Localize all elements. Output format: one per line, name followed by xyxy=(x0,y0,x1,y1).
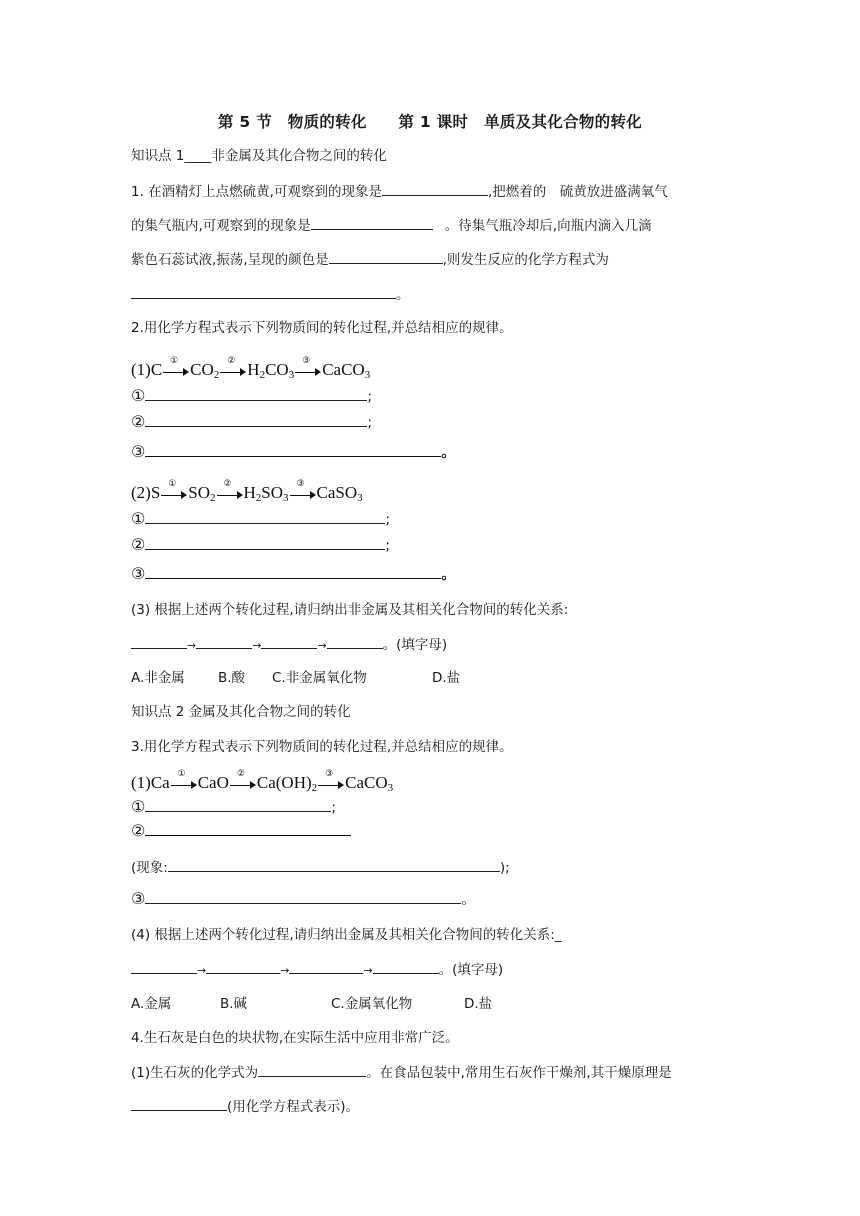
q2-stem: 2.用化学方程式表示下列物质间的转化过程,并总结相应的规律。 xyxy=(131,320,513,336)
arrow-2-icon: ② xyxy=(217,488,243,500)
q2-option-b: B.酸 xyxy=(218,670,246,686)
chain3-caoh2: $Ca(OH)_2$ xyxy=(256,773,318,794)
q3-4-blank-2[interactable] xyxy=(206,959,280,974)
q3-4-fill: → → → 。(填字母) xyxy=(131,959,503,981)
arrow-3-icon: ③ xyxy=(290,488,316,500)
q2-2-blank-2[interactable] xyxy=(145,534,385,550)
q3-eq-1: ① ; xyxy=(131,797,337,816)
chain2-start: (2)S xyxy=(131,483,161,502)
q2-3-blank-3[interactable] xyxy=(261,634,317,649)
q3-4-stem: (4) 根据上述两个转化过程,请归纳出金属及其相关化合物间的转化关系:_ xyxy=(131,927,562,943)
q2-option-c: C.非金属氧化物 xyxy=(272,670,367,686)
chain2-so2: $SO_2$ xyxy=(188,483,216,504)
q2-option-d: D.盐 xyxy=(432,670,461,686)
q1-blank-1[interactable] xyxy=(382,181,488,196)
q3-stem: 3.用化学方程式表示下列物质间的转化过程,并总结相应的规律。 xyxy=(131,739,513,755)
q3-option-b: B.碱 xyxy=(220,996,248,1012)
chain1-caco3: CaCO$_3$ xyxy=(322,360,371,381)
q1-text-c: 的集气瓶内,可观察到的现象是 xyxy=(131,218,311,234)
q3-option-a: A.金属 xyxy=(131,996,172,1012)
chain1-start: (1)C xyxy=(131,360,163,379)
q1-line-4 xyxy=(131,284,410,305)
q1-line-2 xyxy=(131,215,652,236)
arrow-2-icon: ② xyxy=(230,778,256,790)
q2-1-eq-1: ① ; xyxy=(131,386,373,405)
q2-3-blank-1[interactable] xyxy=(131,634,187,649)
q2-2-blank-3[interactable] xyxy=(145,563,441,579)
arrow-3-icon: ③ xyxy=(295,365,321,377)
q2-3-stem: (3) 根据上述两个转化过程,请归纳出非金属及其相关化合物间的转化关系: xyxy=(131,602,569,618)
q3-blank-phenomenon[interactable] xyxy=(168,857,500,872)
q2-2-blank-1[interactable] xyxy=(145,508,385,524)
q2-1-blank-1[interactable] xyxy=(145,385,367,401)
q3-blank-3[interactable] xyxy=(145,888,461,904)
q3-option-d: D.盐 xyxy=(464,996,493,1012)
chain3-start: (1)Ca xyxy=(131,773,170,792)
q1-text-a: 1. 在酒精灯上点燃硫黄,可观察到的现象是 xyxy=(131,184,382,200)
q3-4-blank-3[interactable] xyxy=(289,959,363,974)
q2-1-eq-2: ② ; xyxy=(131,412,373,431)
q2-1-blank-2[interactable] xyxy=(145,411,367,427)
q3-eq-2: ② xyxy=(131,820,351,841)
knowledge-point-2-heading: 知识点 2 金属及其化合物之间的转化 xyxy=(131,704,351,720)
arrow-2-icon: ② xyxy=(220,365,246,377)
chain2-caso3: CaSO$_3$ xyxy=(316,483,363,504)
q2-2-eq-1: ① ; xyxy=(131,509,391,528)
q3-blank-1[interactable] xyxy=(145,796,331,812)
chain1-co2: $CO_2$ xyxy=(190,360,220,381)
q1-line-3 xyxy=(131,249,609,270)
q2-1-blank-3[interactable] xyxy=(145,441,441,457)
q3-eq-3: ③ 。 xyxy=(131,889,476,908)
q2-3-blank-2[interactable] xyxy=(196,634,252,649)
q2-option-a: A.非金属 xyxy=(131,670,185,686)
q1-blank-2[interactable] xyxy=(311,215,433,230)
q4-line-1: (1)生石灰的化学式为 。在食品包装中,常用生石灰作干燥剂,其干燥原理是 xyxy=(131,1062,672,1083)
q1-line-1 xyxy=(131,181,668,202)
q4-stem: 4.生石灰是白色的块状物,在实际生活中应用非常广泛。 xyxy=(131,1030,459,1046)
q1-text-b: ,把燃着的 硫黄放进盛满氧气 xyxy=(487,184,668,200)
q2-3-blank-4[interactable] xyxy=(327,634,383,649)
q3-4-blank-1[interactable] xyxy=(131,959,197,974)
q1-text-d: 。待集气瓶冷却后,向瓶内滴入几滴 xyxy=(444,218,652,234)
q4-line-2: (用化学方程式表示)。 xyxy=(131,1096,359,1117)
q1-blank-equation[interactable] xyxy=(131,284,396,299)
knowledge-point-1-heading: 知识点 1____非金属及其化合物之间的转化 xyxy=(131,148,387,164)
q3-option-c: C.金属氧化物 xyxy=(331,996,413,1012)
chain1-h2co3: $H_2CO_3$ xyxy=(247,360,295,381)
arrow-1-icon: ① xyxy=(161,488,187,500)
arrow-3-icon: ③ xyxy=(318,778,344,790)
q4-blank-equation[interactable] xyxy=(131,1096,227,1111)
q2-2-eq-2: ② ; xyxy=(131,535,391,554)
q2-chain-1 xyxy=(131,356,371,381)
q1-end: 。 xyxy=(396,287,410,303)
q4-blank-formula[interactable] xyxy=(258,1062,366,1077)
q1-text-f: ,则发生反应的化学方程式为 xyxy=(442,252,609,268)
chain3-caco3: CaCO$_3$ xyxy=(345,773,394,794)
q2-3-fill: → → → 。(填字母) xyxy=(131,634,447,656)
arrow-1-icon: ① xyxy=(171,778,197,790)
q2-1-eq-3: ③ 。 xyxy=(131,442,456,461)
q2-2-eq-3: ③ 。 xyxy=(131,564,456,583)
q3-phenomenon: (现象: ); xyxy=(131,857,510,878)
chain2-h2so3: $H_2SO_3$ xyxy=(243,483,289,504)
q3-blank-2[interactable] xyxy=(145,820,351,836)
chain3-cao: CaO xyxy=(197,773,229,792)
q1-text-e: 紫色石蕊试液,振荡,呈现的颜色是 xyxy=(131,252,329,268)
q2-chain-2 xyxy=(131,479,363,504)
q1-blank-3[interactable] xyxy=(329,249,443,264)
q3-4-blank-4[interactable] xyxy=(373,959,439,974)
q3-chain xyxy=(131,769,394,794)
arrow-1-icon: ① xyxy=(163,365,189,377)
page-title: 第 5 节 物质的转化 第 1 课时 单质及其化合物的转化 xyxy=(217,113,643,131)
